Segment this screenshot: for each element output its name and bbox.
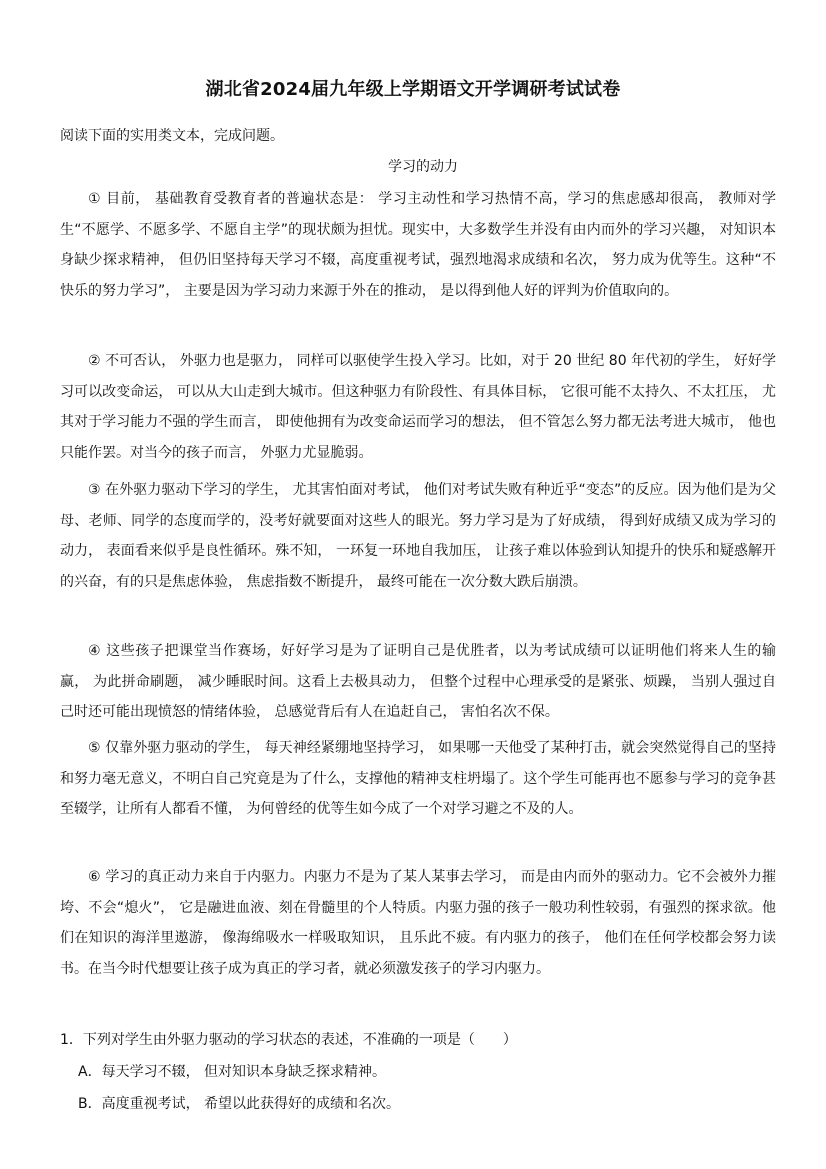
paragraph-1: ① 目前， 基础教育受教育者的普遍状态是： 学习主动性和学习热情不高，学习的焦虑感却很高， 教师对学生“不愿学、不愿多学、不愿自主学”的现状颇为担忧。现实中，大多数学生并没有由内而外的学习兴趣， 对知识本身缺少探求精神， 但仍旧坚持每天学习不辍，高度重视考试，强烈地渴求成绩和名次， 努力成为优等生。这种“不快乐的努力学习”， 主要是因为学习动力来源于外在的推动， 是以得到他人好的评判为价值取向的。 — [60, 191, 776, 299]
document-title: 湖北省2024届九年级上学期语文开学调研考试试卷 — [205, 79, 621, 100]
option-a: A．每天学习不辍， 但对知识本身缺乏探求精神。 — [78, 1064, 387, 1080]
question-1: 1．下列对学生由外驱力驱动的学习状态的表述，不准确的一项是（ ） — [60, 1032, 517, 1048]
reading-instruction: 阅读下面的实用类文本，完成问题。 — [60, 128, 284, 144]
paragraph-5: ⑤ 仅靠外驱力驱动的学生， 每天神经紧绷地坚持学习， 如果哪一天他受了某种打击，就会突然觉得自己的坚持和努力毫无意义，不明白自己究竟是为了什么，支撑他的精神支柱坍塌了。这个学生可能再也不愿参与学习的竞争甚至辍学，让所有人都看不懂， 为何曾经的优等生如今成了一个对学习避之不及的人。 — [60, 740, 776, 817]
article-title: 学习的动力 — [388, 159, 458, 175]
paragraph-4: ④ 这些孩子把课堂当作赛场，好好学习是为了证明自己是优胜者，以为考试成绩可以证明他们将来人生的输赢， 为此拼命刷题， 减少睡眠时间。这看上去极具动力， 但整个过程中心理承受的是紧张、烦躁， 当别人强过自己时还可能出现愤怒的情绪体验， 总感觉背后有人在追赶自己， 害怕名次不保。 — [60, 643, 776, 720]
paragraph-2: ② 不可否认， 外驱力也是驱力， 同样可以驱使学生投入学习。比如，对于 20 世纪 80 年代初的学生， 好好学习可以改变命运， 可以从大山走到大城市。但这种驱力有阶段性、有具体目标， 它很可能不太持久、不太扛压， 尤其对于学习能力不强的学生而言， 即使他拥有为改变命运而学习的想法， 但不管怎么努力都无法考进大城市， 他也只能作罢。对当今的孩子而言， 外驱力尤显脆弱。 — [60, 353, 776, 461]
paragraph-3: ③ 在外驱力驱动下学习的学生， 尤其害怕面对考试， 他们对考试失败有种近乎“变态”的反应。因为他们是为父母、老师、同学的态度而学的，没考好就要面对这些人的眼光。努力学习是为了好成绩， 得到好成绩又成为学习的动力， 表面看来似乎是良性循环。殊不知， 一环复一环地自我加压， 让孩子难以体验到认知提升的快乐和疑惑解开的兴奋，有的只是焦虑体验， 焦虑指数不断提升， 最终可能在一次分数大跌后崩溃。 — [60, 482, 776, 590]
option-b: B．高度重视考试， 希望以此获得好的成绩和名次。 — [78, 1096, 401, 1112]
paragraph-6: ⑥ 学习的真正动力来自于内驱力。内驱力不是为了某人某事去学习， 而是由内而外的驱动力。它不会被外力摧垮、不会“熄火”， 它是融进血液、刻在骨髓里的个人特质。内驱力强的孩子一般功利性较弱，有强烈的探求欲。他们在知识的海洋里遨游， 像海绵吸水一样吸取知识， 且乐此不疲。有内驱力的孩子， 他们在任何学校都会努力读书。在当今时代想要让孩子成为真正的学习者，就必须激发孩子的学习内驱力。 — [60, 869, 776, 977]
